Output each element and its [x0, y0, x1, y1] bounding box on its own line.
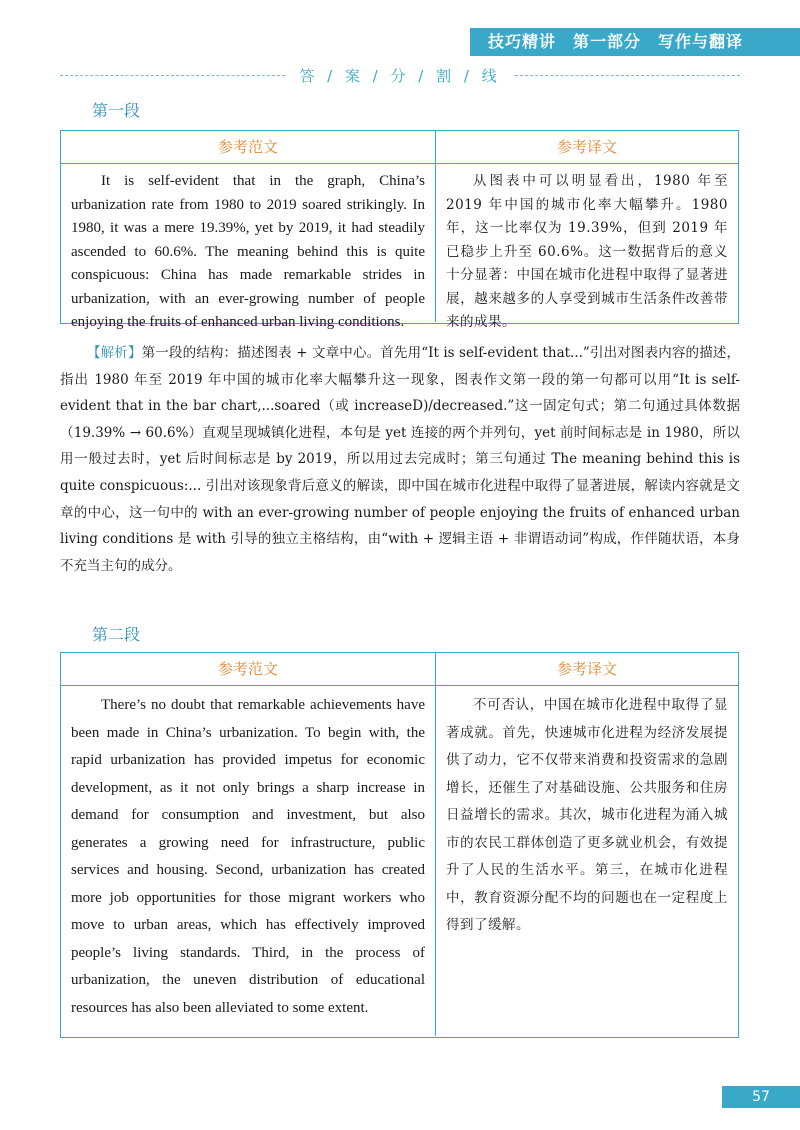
- section2-model-header: 参考范文: [61, 653, 436, 685]
- page-number: 57: [722, 1086, 800, 1108]
- divider-text: 答 / 案 / 分 / 割 / 线: [299, 66, 501, 85]
- answer-divider: [60, 64, 740, 86]
- section1-translation-header: 参考译文: [556, 138, 617, 156]
- section1-table: [60, 130, 739, 330]
- analysis-tag: 【解析】: [87, 345, 142, 361]
- section2-table: [60, 652, 739, 1038]
- divider-line-right: [515, 75, 740, 76]
- analysis-text: 第一段的结构：描述图表 + 文章中心。首先用“It is self-evident that...”引出对图表内容的描述，指出 1980 年至 2019 年中国的城市化率大幅攀升这一现象，图表作文第一段的第一句都可以用“It is self-evident that in the bar chart,...soared（或 increaseD)/decreased.”这一固定句式；第二句通过具体数据（19.39% → 60.6%）直观呈现城镇化进程，本句是 yet 连接的两个并列句，yet 前时间标志是 in 1980，所以用一般过去时，yet 后时间标志是 by 2019，所以用过去完成时；第三句通过 The meaning behind this is quite conspicuous:... 引出对该现象背后意义的解读，即中国在城市化进程中取得了显著进展，解读内容就是文章的中心，这一句中的 with an ever-growing number of people enjoying the fruits of enhanced urban living conditions 是 with 引导的独立主格结构，由“with + 逻辑主语 + 非谓语动词”构成，作伴随状语，本身不充当主句的成分。: [60, 345, 741, 574]
- section2-chinese-text: 不可否认，中国在城市化进程中取得了显著成就。首先，快速城市化进程为经济发展提供了动力，它不仅带来消费和投资需求的急剧增长，还催生了对基础设施、公共服务和住房日益增长的需求。其次，城市化进程为涌入城市的农民工群体创造了更多就业机会，有效提升了人民的生活水平。第三，在城市化进程中，教育资源分配不均的问题也在一定程度上得到了缓解。: [446, 697, 728, 933]
- section2-title: 第二段: [92, 625, 141, 644]
- section1-table-header: [61, 131, 738, 164]
- analysis-paragraph: [60, 340, 740, 579]
- section2-translation-header: 参考译文: [556, 660, 617, 678]
- chapter-banner: 技巧精讲 第一部分 写作与翻译: [470, 28, 800, 56]
- divider-line-left: [60, 75, 285, 76]
- section2-table-header: [61, 653, 738, 686]
- section1-model-header: 参考范文: [61, 131, 436, 163]
- section1-chinese-text: 从图表中可以明显看出，1980 年至 2019 年中国的城市化率大幅攀升。1980 年，这一比率仅为 19.39%，但到 2019 年已稳步上升至 60.6%。这一数据背后的意义十分显著：中国在城市化进程中取得了显著进展，越来越多的人享受到城市生活条件改善带来的成果。: [446, 173, 728, 330]
- section2-english-text: There’s no doubt that remarkable achievements have been made in China’s urbanization. To begin with, the rapid urbanization has provided impetus for economic development, as it not only brings a sharp increase in demand for consumption and investment, but also generates a growing need for infrastructure, public services and housing. Second, urbanization has created more job opportunities for those migrant workers who move to urban areas, which has effectively improved people’s living standards. Third, in the process of urbanization, the uneven distribution of educational resources has also been alleviated to some extent.: [71, 697, 425, 1016]
- section1-title: 第一段: [92, 101, 141, 120]
- section1-english-text: It is self-evident that in the graph, China’s urbanization rate from 1980 to 2019 soared strikingly. In 1980, it was a mere 19.39%, yet by 2019, it had steadily ascended to 60.6%. The meaning behind this is quite conspicuous: China has made remarkable strides in urbanization, with an ever-growing number of people enjoying the fruits of enhanced urban living conditions.: [71, 173, 425, 330]
